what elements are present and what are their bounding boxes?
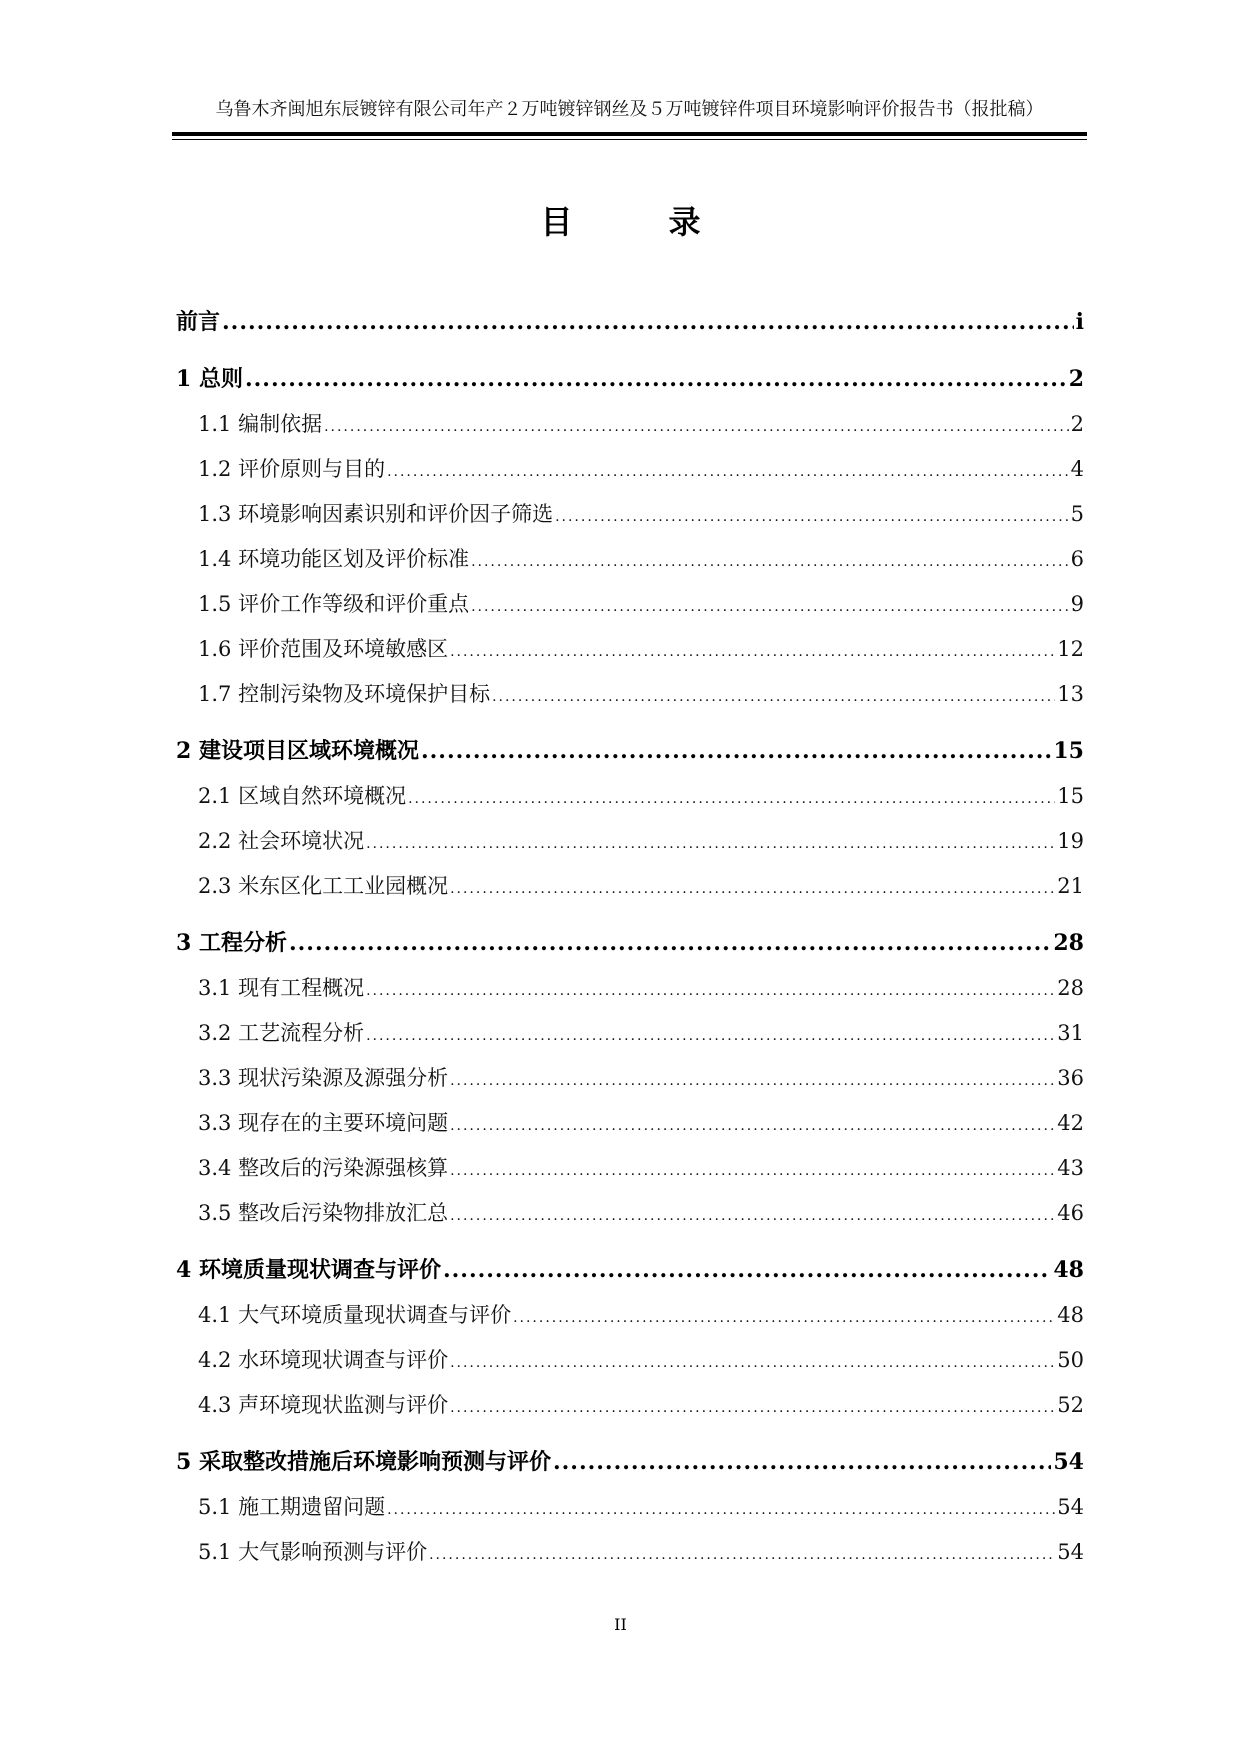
toc-entry-title: 1.6 评价范围及环境敏感区 bbox=[198, 637, 449, 661]
toc-section-entry bbox=[176, 966, 1084, 1011]
toc-chapter-entry bbox=[176, 1440, 1084, 1485]
toc-section-entry bbox=[176, 1146, 1084, 1191]
toc-dot-leader bbox=[450, 1341, 1055, 1386]
toc-entry-title: 3.3 现状污染源及源强分析 bbox=[198, 1066, 449, 1090]
toc-section-entry bbox=[176, 582, 1084, 627]
toc-entry-page: 42 bbox=[1057, 1111, 1084, 1135]
toc-section-entry bbox=[176, 1101, 1084, 1146]
toc-dot-leader bbox=[245, 357, 1067, 402]
toc-dot-leader bbox=[513, 1296, 1055, 1341]
toc-entry-page: 52 bbox=[1057, 1393, 1084, 1417]
toc-section-entry bbox=[176, 537, 1084, 582]
page-title: 目 录 bbox=[540, 203, 733, 241]
toc-entry-title: 1.3 环境影响因素识别和评价因子筛选 bbox=[198, 502, 554, 526]
toc-entry-page: 46 bbox=[1057, 1201, 1084, 1225]
toc-dot-leader bbox=[429, 1533, 1055, 1578]
toc-dot-leader bbox=[366, 822, 1055, 867]
toc-section-entry bbox=[176, 402, 1084, 447]
toc-entry-title: 1.7 控制污染物及环境保护目标 bbox=[198, 682, 491, 706]
toc-dot-leader bbox=[222, 300, 1074, 345]
toc-section-entry bbox=[176, 1056, 1084, 1101]
toc-entry-title: 1.5 评价工作等级和评价重点 bbox=[198, 592, 470, 616]
toc-entry-page: 48 bbox=[1057, 1303, 1084, 1327]
toc-entry-title: 3.2 工艺流程分析 bbox=[198, 1021, 365, 1045]
toc-entry-title: 2.3 米东区化工工业园概况 bbox=[198, 874, 449, 898]
toc-dot-leader bbox=[421, 729, 1051, 774]
toc-entry-page: 28 bbox=[1053, 930, 1084, 956]
toc-chapter-entry bbox=[176, 357, 1084, 402]
toc-entry-title: 3.5 整改后污染物排放汇总 bbox=[198, 1201, 449, 1225]
header-rule-thick bbox=[172, 132, 1087, 136]
toc-entry-title: 3.1 现有工程概况 bbox=[198, 976, 365, 1000]
toc-entry-title: 1.4 环境功能区划及评价标准 bbox=[198, 547, 470, 571]
toc-entry-title: 4.2 水环境现状调查与评价 bbox=[198, 1348, 449, 1372]
running-header: 乌鲁木齐闽旭东辰镀锌有限公司年产２万吨镀锌钢丝及５万吨镀锌件项目环境影响评价报告书（报批稿） bbox=[215, 99, 1044, 120]
toc-entry-page: 50 bbox=[1057, 1348, 1084, 1372]
toc-section-entry bbox=[176, 1191, 1084, 1236]
toc-entry-title: 前言 bbox=[176, 309, 221, 335]
toc-entry-page: 13 bbox=[1057, 682, 1084, 706]
toc-entry-title: 3.3 现存在的主要环境问题 bbox=[198, 1111, 449, 1135]
toc-dot-leader bbox=[450, 1194, 1055, 1239]
toc-chapter-entry bbox=[176, 921, 1084, 966]
toc-entry-page: 12 bbox=[1057, 637, 1084, 661]
toc-entry-title: 1.1 编制依据 bbox=[198, 412, 323, 436]
toc-dot-leader bbox=[387, 1488, 1055, 1533]
toc-entry-page: i bbox=[1075, 309, 1084, 335]
toc-entry-page: 6 bbox=[1070, 547, 1084, 571]
toc-dot-leader bbox=[408, 777, 1055, 822]
toc-dot-leader bbox=[450, 867, 1055, 912]
toc-section-entry bbox=[176, 627, 1084, 672]
toc-entry-page: 21 bbox=[1057, 874, 1084, 898]
toc-section-entry bbox=[176, 864, 1084, 909]
toc-dot-leader bbox=[450, 1149, 1055, 1194]
toc-dot-leader bbox=[366, 1014, 1055, 1059]
toc-entry-page: 9 bbox=[1070, 592, 1084, 616]
toc-section-entry bbox=[176, 774, 1084, 819]
toc-entry-page: 48 bbox=[1053, 1257, 1084, 1283]
page-number: II bbox=[614, 1615, 627, 1634]
toc-section-entry bbox=[176, 1530, 1084, 1575]
toc-dot-leader bbox=[553, 1440, 1051, 1485]
toc-chapter-entry bbox=[176, 300, 1084, 345]
toc-chapter-entry bbox=[176, 1248, 1084, 1293]
toc-entry-title: 3.4 整改后的污染源强核算 bbox=[198, 1156, 449, 1180]
toc-dot-leader bbox=[450, 1059, 1055, 1104]
toc-entry-title: 1 总则 bbox=[176, 366, 243, 392]
toc-entry-title: 4 环境质量现状调查与评价 bbox=[176, 1257, 441, 1283]
toc-section-entry bbox=[176, 1293, 1084, 1338]
toc-entry-title: 2 建设项目区域环境概况 bbox=[176, 738, 419, 764]
toc-entry-page: 54 bbox=[1053, 1449, 1084, 1475]
toc-dot-leader bbox=[387, 450, 1069, 495]
toc-dot-leader bbox=[555, 495, 1069, 540]
toc-dot-leader bbox=[366, 969, 1055, 1014]
toc-entry-page: 15 bbox=[1057, 784, 1084, 808]
toc-entry-title: 5.1 大气影响预测与评价 bbox=[198, 1540, 428, 1564]
toc-chapter-entry bbox=[176, 729, 1084, 774]
toc-entry-page: 31 bbox=[1057, 1021, 1084, 1045]
toc-entry-title: 4.3 声环境现状监测与评价 bbox=[198, 1393, 449, 1417]
toc-dot-leader bbox=[443, 1248, 1051, 1293]
toc-entry-title: 5 采取整改措施后环境影响预测与评价 bbox=[176, 1449, 551, 1475]
toc-section-entry bbox=[176, 447, 1084, 492]
toc-section-entry bbox=[176, 819, 1084, 864]
toc-section-entry bbox=[176, 1338, 1084, 1383]
toc-entry-page: 2 bbox=[1070, 412, 1084, 436]
toc-entry-page: 4 bbox=[1070, 457, 1084, 481]
toc-entry-page: 36 bbox=[1057, 1066, 1084, 1090]
toc-section-entry bbox=[176, 492, 1084, 537]
toc-entry-page: 19 bbox=[1057, 829, 1084, 853]
toc-entry-page: 54 bbox=[1057, 1540, 1084, 1564]
toc-entry-page: 54 bbox=[1057, 1495, 1084, 1519]
toc-dot-leader bbox=[450, 1386, 1055, 1431]
toc-entry-page: 2 bbox=[1068, 366, 1084, 392]
toc-entry-page: 43 bbox=[1057, 1156, 1084, 1180]
toc-section-entry bbox=[176, 1011, 1084, 1056]
toc-entry-page: 5 bbox=[1070, 502, 1084, 526]
toc-dot-leader bbox=[471, 540, 1069, 585]
toc-entry-title: 2.2 社会环境状况 bbox=[198, 829, 365, 853]
toc-dot-leader bbox=[450, 630, 1055, 675]
toc-section-entry bbox=[176, 1485, 1084, 1530]
toc-entry-page: 15 bbox=[1053, 738, 1084, 764]
toc-entry-title: 4.1 大气环境质量现状调查与评价 bbox=[198, 1303, 512, 1327]
toc-entry-title: 2.1 区域自然环境概况 bbox=[198, 784, 407, 808]
toc-entry-page: 28 bbox=[1057, 976, 1084, 1000]
toc-dot-leader bbox=[324, 405, 1069, 450]
table-of-contents bbox=[176, 300, 1084, 1575]
toc-entry-title: 5.1 施工期遗留问题 bbox=[198, 1495, 386, 1519]
toc-section-entry bbox=[176, 1383, 1084, 1428]
toc-dot-leader bbox=[471, 585, 1069, 630]
toc-dot-leader bbox=[450, 1104, 1055, 1149]
toc-entry-title: 1.2 评价原则与目的 bbox=[198, 457, 386, 481]
toc-entry-title: 3 工程分析 bbox=[176, 930, 287, 956]
toc-section-entry bbox=[176, 672, 1084, 717]
toc-dot-leader bbox=[289, 921, 1051, 966]
toc-dot-leader bbox=[492, 675, 1055, 720]
header-rule-thin bbox=[172, 139, 1087, 140]
